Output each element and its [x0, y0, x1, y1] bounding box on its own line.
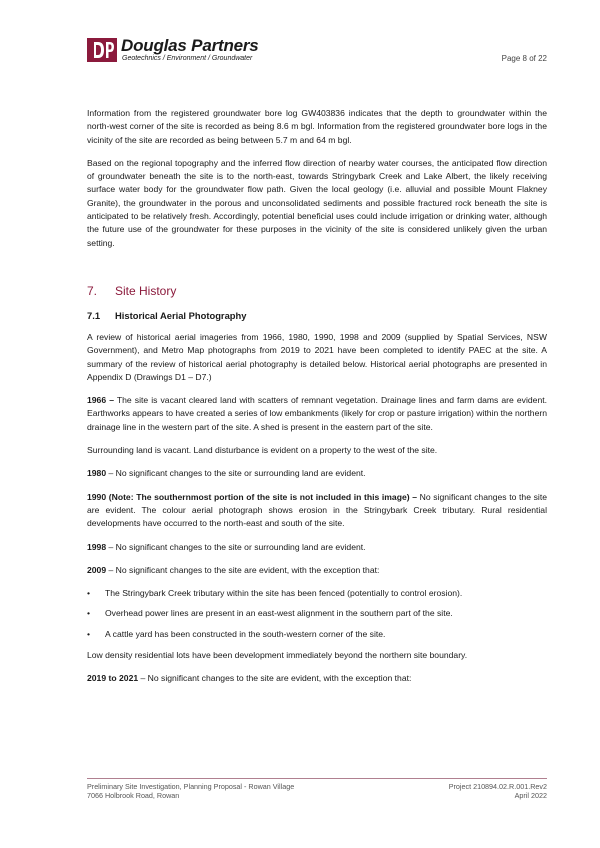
- year-2019-2021-label: 2019 to 2021: [87, 673, 139, 684]
- year-1998-text: – No significant changes to the site or surrounding land are evident.: [106, 541, 366, 552]
- subsection-heading: [87, 310, 547, 321]
- douglas-partners-logo-icon: [87, 38, 117, 62]
- footer-left: [87, 782, 294, 800]
- year-2009-text: – No significant changes to the site are evident, with the exception that:: [106, 564, 380, 575]
- year-1980-paragraph: [87, 467, 547, 480]
- page-header: [87, 36, 547, 66]
- year-1998-label: 1998: [87, 541, 107, 552]
- section-title: Site History: [115, 283, 177, 298]
- page-number: Page 8 of 22: [501, 54, 547, 63]
- year-2019-2021-text: – No significant changes to the site are evident, with the exception that:: [138, 673, 412, 684]
- footer-date: April 2022: [514, 791, 547, 800]
- year-2009-paragraph: [87, 564, 547, 577]
- list-item: • The Stringybark Creek tributary within the site has been fenced (potentially to control erosion).: [87, 587, 547, 600]
- groundwater-depth-paragraph: Information from the registered groundwater bore log GW403836 indicates that the depth to groundwater within the north-west corner of the site is recorded as being 8.6 m bgl. Information from the registered groundwater bore logs in the vicinity of the site are recorded as being between 5.7 m and 64 m bgl.: [87, 108, 547, 145]
- year-1990-paragraph: [87, 491, 547, 531]
- footer-right: [449, 782, 547, 800]
- document-body: [87, 107, 547, 696]
- year-1998-paragraph: [87, 541, 547, 554]
- year-2019-2021-paragraph: [87, 672, 547, 685]
- subsection-title: Historical Aerial Photography: [115, 309, 247, 321]
- footer-address: 7066 Holbrook Road, Rowan: [87, 791, 180, 800]
- changes-2009-list: [87, 587, 547, 641]
- low-density-paragraph: Low density residential lots have been development immediately beyond the northern site boundary.: [87, 650, 468, 661]
- footer-report-title: Preliminary Site Investigation, Planning Proposal - Rowan Village: [87, 782, 295, 791]
- year-1966-paragraph: [87, 394, 547, 434]
- year-1980-label: 1980: [87, 468, 107, 479]
- page-footer: [87, 778, 547, 800]
- section-heading: [87, 284, 547, 298]
- year-1966-text: The site is vacant cleared land with scatters of remnant vegetation. Drainage lines and farm dams are evident. Earthworks appears to have created a series of low embankments (likely for crop or pasture irrigation) within the northern drainage line in the western part of the site. A shed is present in the eastern part of the site.: [87, 395, 547, 432]
- groundwater-flow-paragraph: Based on the regional topography and the inferred flow direction of nearby water courses, the anticipated flow direction of groundwater beneath the site is to the north-east, towards Stringybark Creek and Lake Albert, the likely receiving surface water body for the groundwater flow path. Given the local geology (i.e. alluvial and possible Mount Flakney Granite), the groundwater in the porous and unconsolidated sediments and possible fractured rock beneath the site is anticipated to be relatively fresh. Accordingly, potential beneficial uses could include irrigation or drinking water, although the future use of the groundwater for these purposes in the vicinity of the site is considered unlikely given the urban setting.: [87, 157, 547, 248]
- surrounding-1966-paragraph: Surrounding land is vacant. Land disturbance is evident on a property to the west of the site.: [87, 445, 438, 456]
- footer-project-number: Project 210894.02.R.001.Rev2: [448, 782, 547, 791]
- aerial-review-intro: A review of historical aerial imageries from 1966, 1980, 1990, 1998 and 2009 (supplied by Spatial Services, NSW Government), and Metro Map photographs from 2019 to 2021 have been completed to identify PAEC at the site. A summary of the review of historical aerial photography is detailed below. Historical aerial photographs are presented in Appendix D (Drawings D1 – D7.): [87, 331, 547, 382]
- year-1990-label: 1990 (Note: The southernmost portion of the site is not included in this image) –: [87, 491, 418, 502]
- subsection-number: 7.1: [87, 309, 101, 321]
- year-1990-text: No significant changes to the site are evident. The colour aerial photograph shows erosion in the Stringybark Creek tributary. Rural residential developments have occurred to the north-east and south of the site.: [87, 491, 547, 529]
- company-name: Douglas Partners: [121, 36, 259, 55]
- year-1980-text: – No significant changes to the site or surrounding land are evident.: [106, 468, 366, 479]
- company-tagline: Geotechnics / Environment / Groundwater: [122, 55, 253, 62]
- year-1966-label: 1966 –: [87, 395, 114, 406]
- list-item: • Overhead power lines are present in an east-west alignment in the southern part of the site.: [87, 607, 547, 620]
- year-2009-label: 2009: [87, 564, 107, 575]
- section-number: 7.: [87, 283, 98, 298]
- list-item: • A cattle yard has been constructed in the south-western corner of the site.: [87, 628, 547, 641]
